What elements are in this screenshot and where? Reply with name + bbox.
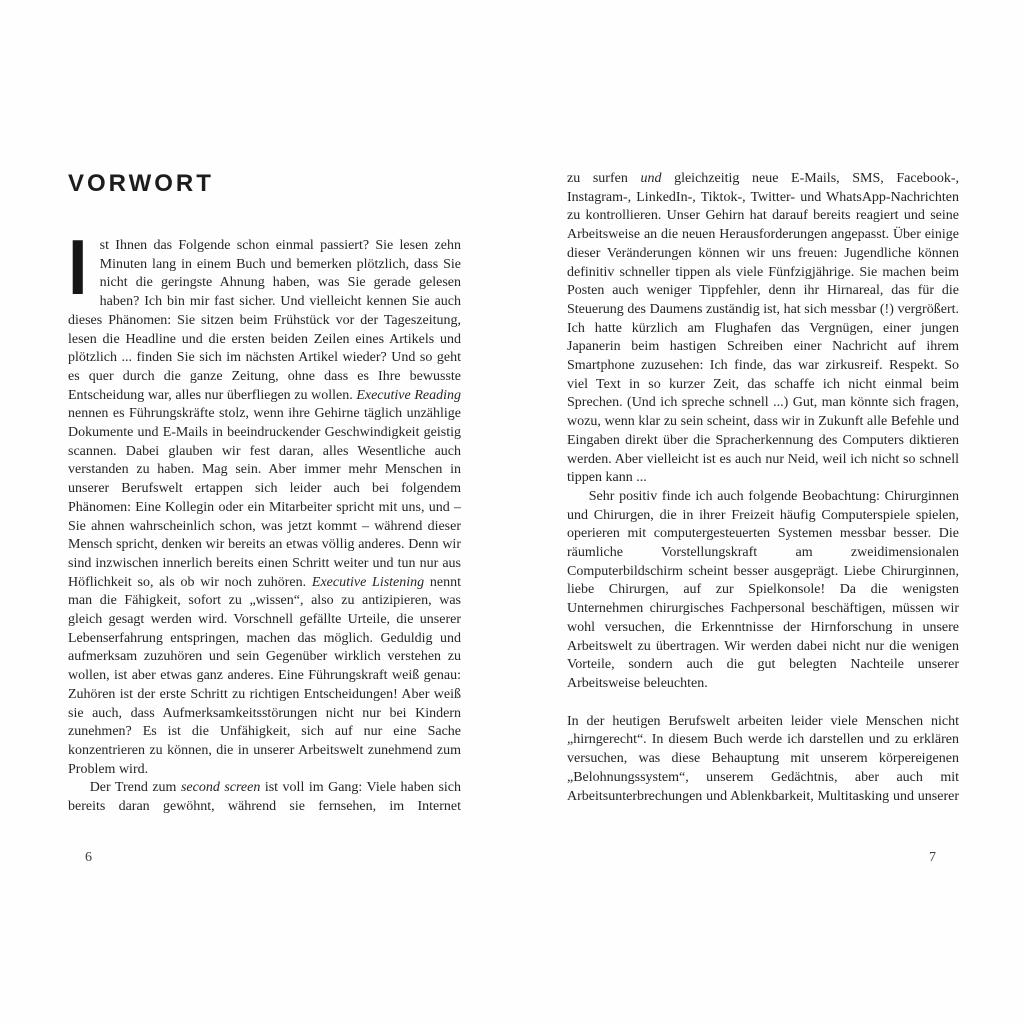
right-page-body: [567, 170, 959, 806]
paragraph: [567, 170, 959, 488]
right-page: [567, 170, 959, 806]
text-run: Der Trend zum: [89, 780, 181, 796]
italic-run: second screen: [180, 780, 261, 796]
paragraph: [567, 488, 959, 694]
text-run: st Ihnen das Folgende schon einmal passiert? Sie lesen zehn Minuten lang in einem Buch und bemerken plötzlich, dass Sie nicht die geringste Ahnung haben, was Sie gerade gelesen haben? Ich bin mir fast sicher. Und vielleicht kennen Sie auch dieses Phänomen: Sie sitzen beim Frühstück vor der Tageszeitung, lesen die Headline und die ersten beiden Zeilen eines Artikels und plötzlich ... finden Sie sich im nächsten Artikel wieder? Und so geht es quer durch die ganze Zeitung, ohne dass es Ihre bewusste Entscheidung war, alles nur überfliegen zu wollen.: [68, 238, 461, 403]
left-page-body: [68, 223, 461, 817]
italic-run: und: [640, 171, 662, 186]
text-run: nennt man die Fähigkeit, sofort zu „wissen“, also zu antizipieren, was gleich gesagt werden wird. Vorschnell gefällte Urteile, die unserer Lebenserfahrung entspringen, machen das möglich. Geduldig und aufmerksam zuzuhören und sein Gegenüber wirklich verstehen zu wollen, ist aber etwas ganz anderes. Eine Führungskraft weiß genau: Zuhören ist der erste Schritt zu richtigen Entscheidungen! Aber weiß sie auch, dass Aufmerksamkeitsstörungen nicht nur bei Kindern zunehmen? Es ist die Unfähigkeit, sich auf nur eine Sache konzentrieren zu können, die in unserer Arbeitswelt zunehmend zum Problem wird.: [68, 574, 461, 777]
italic-run: Executive Listening: [311, 574, 425, 590]
chapter-heading: VORWORT: [68, 170, 214, 197]
text-run: nennen es Führungskräfte stolz, wenn ihre Gehirne täglich unzählige Dokumente und E-Mails in beeindruckender Geschwindigkeit geistig scannen. Dabei glauben wir fest daran, alles Wesentliche auch verstanden zu haben. Mag sein. Aber immer mehr Menschen in unserer Berufswelt ertappen sich leider auch bei folgendem Phänomen: Eine Kollegin oder ein Mitarbeiter spricht mit uns, und – Sie ahnen wahrscheinlich schon, was jetzt kommt – während dieser Mensch spricht, denken wir bereits an etwas völlig anderes. Denn wir sind inzwischen innerlich bereits einen Schritt weiter und tun nur aus Höflichkeit so, als ob wir noch zuhören.: [68, 406, 461, 590]
page-number-left: 6: [85, 850, 92, 865]
text-run: zu surfen: [567, 171, 641, 186]
paragraph: [68, 779, 461, 816]
paragraph: [567, 713, 959, 807]
page-number-right: 7: [929, 850, 936, 865]
text-run: In der heutigen Berufswelt arbeiten leider viele Menschen nicht „hirngerecht“. In diesem Buch werde ich darstellen und zu erklären versuchen, was diese Behauptung mit unserem körpereigenen „Belohnungssystem“, unserem Gedächtnis, aber auch mit Arbeitsunterbrechungen und Ablenkbarkeit, Multitasking und unserer: [567, 713, 959, 804]
paragraph: [68, 223, 461, 779]
text-run: gleichzeitig neue E-Mails, SMS, Facebook-, Instagram-, LinkedIn-, Tiktok-, Twitter- und WhatsApp-Nachrichten zu kontrollieren. Unser Gehirn hat darauf bereits reagiert und seine Arbeitsweise an die neuen Herausforderungen angepasst. Über einige dieser Veränderungen können wir uns freuen: Jugendliche können definitiv schneller tippen als viele Fünfzigjährige. Sie machen beim Posten auch weniger Tippfehler, denn ihr Hirnareal, das für die Steuerung des Daumens zuständig ist, hat sich messbar (!) vergrößert. Ich hatte kürzlich am Flughafen das Vergnügen, einer jungen Japanerin beim hastigen Schreiben einer Nachricht auf ihrem Smartphone zuzusehen: Ich finde, das war zirkusreif. Respekt. So viel Text in so kurzer Zeit, das schaffe ich nicht einmal beim Sprechen. (Und ich spreche schnell ...) Gut, man könnte sich fragen, wozu, wenn klar zu sein scheint, dass wir in Zukunft alle Befehle und Eingaben direkt über die Spracherkennung des Computers diktieren werden. Aber vielleicht ist es auch nur Neid, weil ich nicht so schnell tippen kann ...: [567, 171, 960, 486]
italic-run: Executive Reading: [356, 387, 461, 403]
text-run: Sehr positiv finde ich auch folgende Beobachtung: Chirurginnen und Chirurgen, die in ihrer Freizeit häufig Computerspiele spielen, operieren mit computergesteuerten Systemen messbar besser. Die räumliche Vorstellungskraft am zweidimensionalen Computerbildschirm scheint besser ausgeprägt. Liebe Chirurginnen, liebe Chirurgen, auf zur Spielkonsole! Da die wenigsten Unternehmen chirurgisches Fachpersonal beschäftigen, müssen wir wohl versuchen, die Erkenntnisse der Hirnforschung in unsere Arbeitswelt zu übertragen. Wir werden dabei nicht nur die wenigen Vorteile, sondern auch die gut belegten Nachteile unserer Arbeitsweise beleuchten.: [567, 488, 959, 691]
text-run: ist voll im Gang: Viele haben sich bereits daran gewöhnt, während sie fernsehen, im Internet: [68, 780, 461, 815]
left-page: [68, 172, 461, 817]
drop-cap: I: [68, 223, 88, 311]
